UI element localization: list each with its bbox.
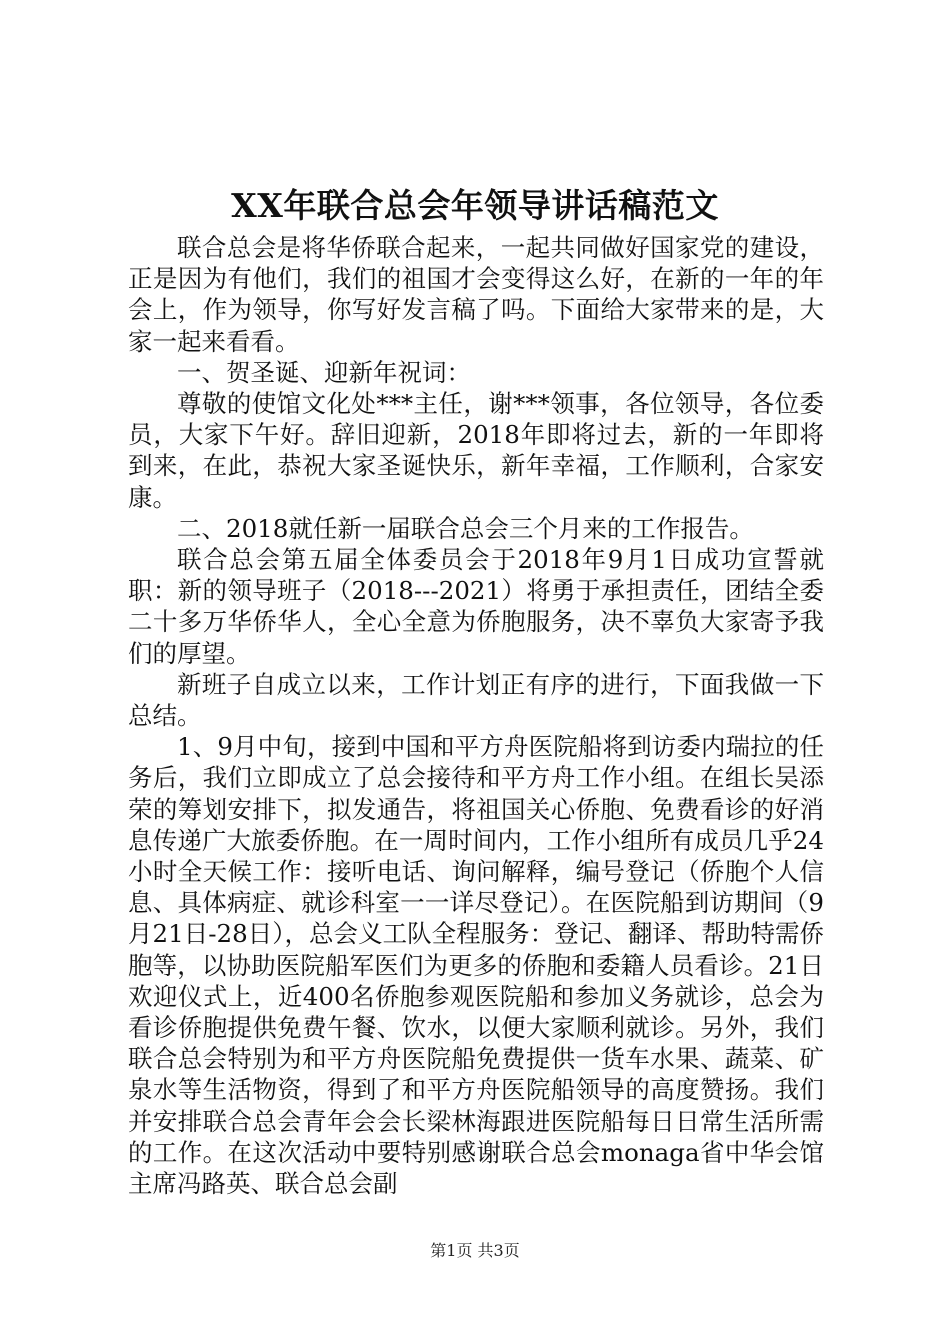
paragraph-intro: 联合总会是将华侨联合起来，一起共同做好国家党的建设，正是因为有他们，我们的祖国才会变得这么好，在新的一年的年会上，作为领导，你写好发言稿了吗。下面给大家带来的是，大家一起来看看。 bbox=[128, 233, 824, 356]
paragraph-heading-2: 二、2018就任新一届联合总会三个月来的工作报告。 bbox=[177, 513, 754, 543]
paragraph-summary-intro: 新班子自成立以来，工作计划正有序的进行，下面我做一下总结。 bbox=[128, 669, 824, 731]
paragraph-item-1: 1、9月中旬，接到中国和平方舟医院船将到访委内瑞拉的任务后，我们立即成立了总会接待和平方舟工作小组。在组长吴添荣的筹划安排下，拟发通告，将祖国关心侨胞、免费看诊的好消息传递广大旅委侨胞。在一周时间内，工作小组所有成员几乎24小时全天候工作：接听电话、询问解释，编号登记（侨胞个人信息、具体病症、就诊科室一一详尽登记）。在医院船到访期间（9月21日-28日），总会义工队全程服务：登记、翻译、帮助特需侨胞等，以协助医院船军医们为更多的侨胞和委籍人员看诊。21日欢迎仪式上，近400名侨胞参观医院船和参加义务就诊，总会为看诊侨胞提供免费午餐、饮水，以便大家顺利就诊。另外，我们联合总会特别为和平方舟医院船免费提供一货车水果、蔬菜、矿泉水等生活物资，得到了和平方舟医院船领导的高度赞扬。我们并安排联合总会青年会会长梁林海跟进医院船每日日常生活所需的工作。在这次活动中要特别感谢联合总会monaga省中华会馆主席冯路英、联合总会副 bbox=[128, 732, 824, 1199]
paragraph-inauguration: 联合总会第五届全体委员会于2018年9月1日成功宣誓就职：新的领导班子（2018---2021）将勇于承担责任，团结全委二十多万华侨华人，全心全意为侨胞服务，决不辜负大家寄予我们的厚望。 bbox=[128, 545, 824, 668]
document-body bbox=[128, 232, 824, 1199]
document-title: XX年联合总会年领导讲话稿范文 bbox=[231, 186, 719, 225]
page-footer: 第1页 共3页 bbox=[430, 1241, 520, 1260]
paragraph-heading-1: 一、贺圣诞、迎新年祝词： bbox=[177, 357, 471, 387]
paragraph-greeting: 尊敬的使馆文化处***主任，谢***领事，各位领导，各位委员，大家下午好。辞旧迎新，2018年即将过去，新的一年即将到来，在此，恭祝大家圣诞快乐，新年幸福，工作顺利，合家安康。 bbox=[128, 389, 824, 512]
